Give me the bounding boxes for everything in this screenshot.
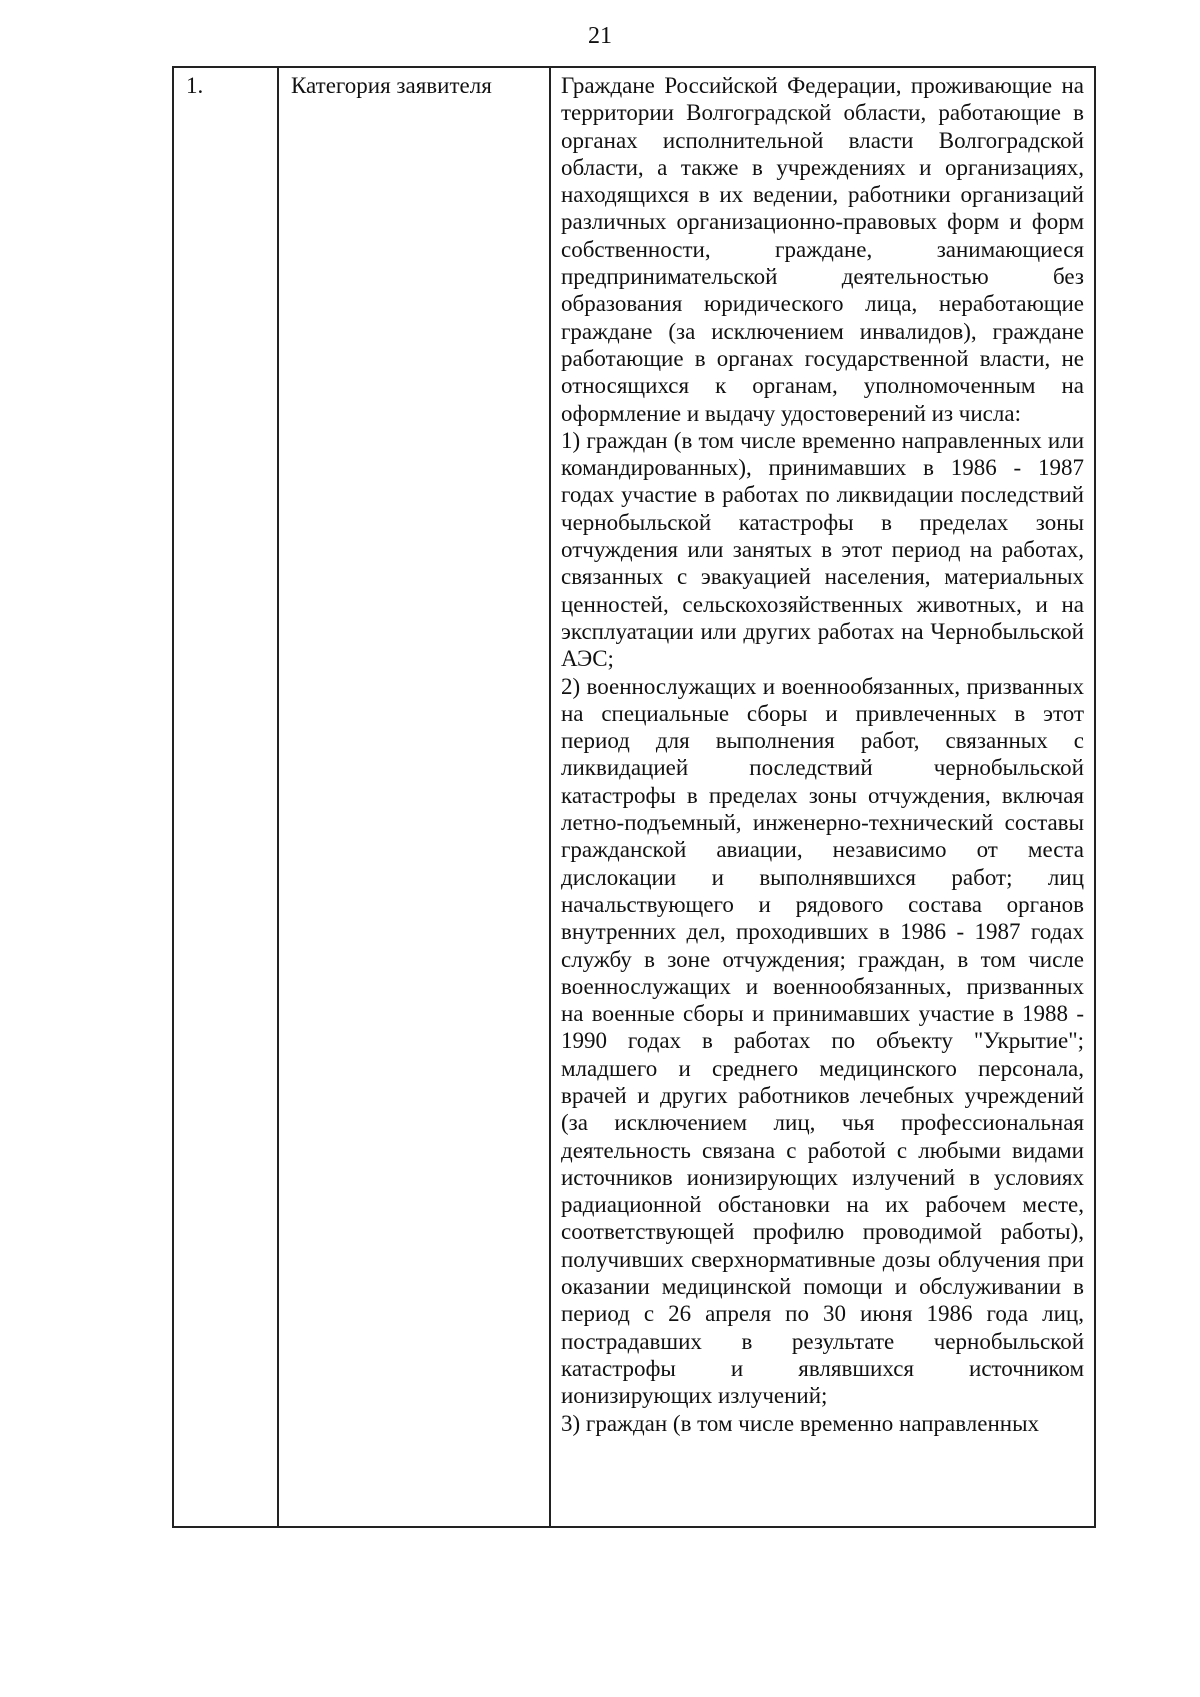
list-item-3: 3) граждан (в том числе временно направленных	[561, 1410, 1040, 1436]
table-row	[173, 67, 1095, 1527]
applicant-intro-paragraph: Граждане Российской Федерации, проживающие на территории Волгоградской области, работающие в органах исполнительной власти Волгоградской области, а также в учреждениях и организациях, находящихся в их ведении, работники организаций различных организационно-правовых форм и форм собственности, граждане, занимающиеся предпринимательской деятельностью без образования юридического лица, неработающие граждане (за исключением инвалидов), граждане работающие в органах государственной власти, не относящихся к органам, уполномоченным на оформление и выдачу удостоверений из числа:	[561, 73, 1084, 426]
list-item-1: 1) граждан (в том числе временно направленных или командированных), принимавших в 1986 - 1987 годах участие в работах по ликвидации последствий чернобыльской катастрофы в пределах зоны отчуждения или занятых в этот период на работах, связанных с эвакуацией населения, материальных ценностей, сельскохозяйственных животных, и на эксплуатации или других работах на Чернобыльской АЭС;	[561, 427, 1084, 672]
row-number: 1.	[186, 73, 204, 98]
category-label: Категория заявителя	[291, 73, 492, 98]
document-table	[172, 66, 1096, 1528]
page-number: 21	[588, 23, 612, 49]
row-number-cell	[173, 67, 278, 1527]
description-cell	[550, 67, 1095, 1527]
list-item-2: 2) военнослужащих и военнообязанных, призванных на специальные сборы и привлеченных в этот период для выполнения работ, связанных с ликвидацией последствий чернобыльской катастрофы в пределах зоны отчуждения, включая летно-подъемный, инженерно-технический составы гражданской авиации, независимо от места дислокации и выполнявшихся работ; лиц начальствующего и рядового состава органов внутренних дел, проходивших в 1986 - 1987 годах службу в зоне отчуждения; граждан, в том числе военнослужащих и военнообязанных, призванных на военные сборы и принимавших участие в 1988 - 1990 годах в работах по объекту "Укрытие"; младшего и среднего медицинского персонала, врачей и других работников лечебных учреждений (за исключением лиц, чья профессиональная деятельность связана с работой с любыми видами источников ионизирующих излучений в условиях радиационной обстановки на их рабочем месте, соответствующей профилю проводимой работы), получивших сверхнормативные дозы облучения при оказании медицинской помощи и обслуживании в период с 26 апреля по 30 июня 1986 года лиц, пострадавших в результате чернобыльской катастрофы и являвшихся источником ионизирующих излучений;	[561, 673, 1084, 1409]
category-cell	[278, 67, 550, 1527]
